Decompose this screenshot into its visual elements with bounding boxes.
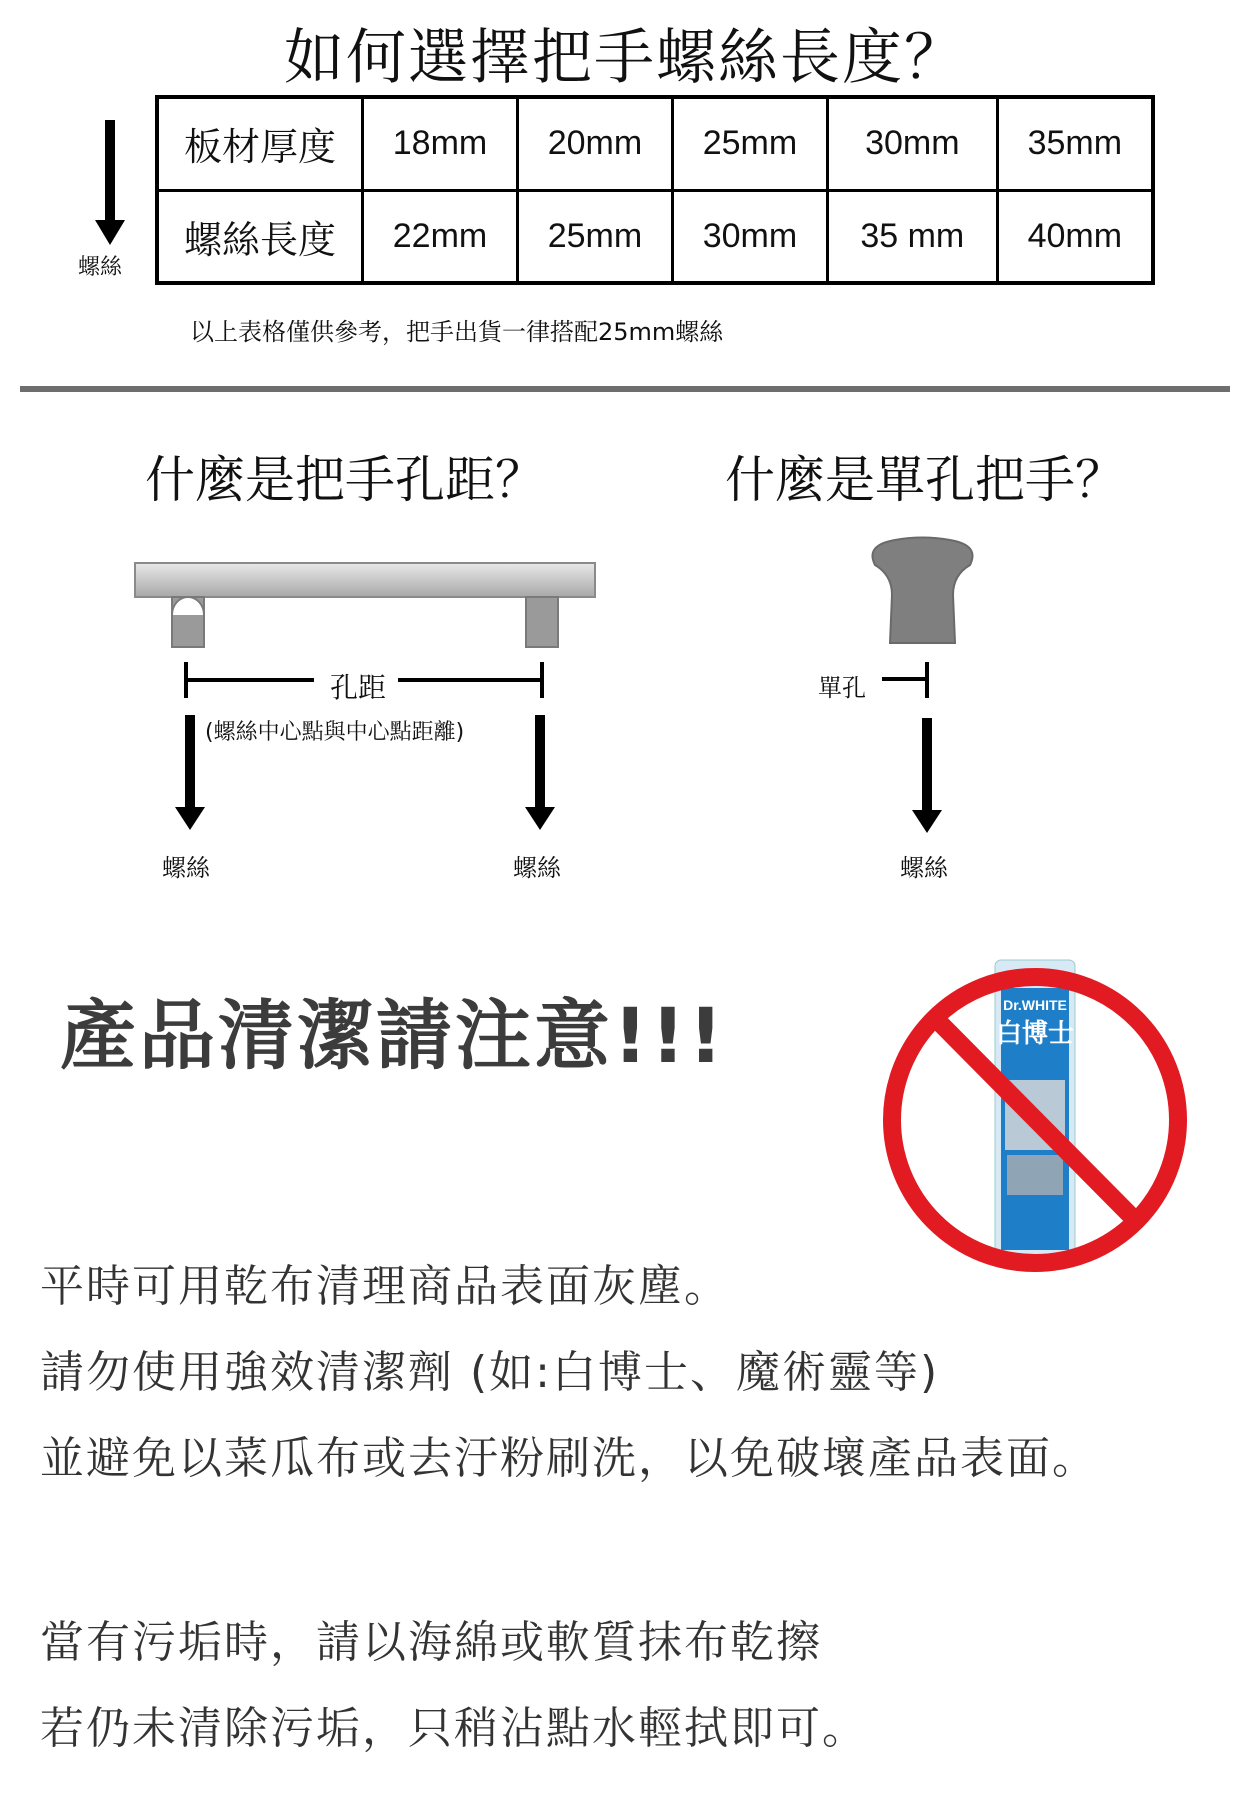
cleaning-tip-3: 並避免以菜瓜布或去汙粉刷洗，以免破壞產品表面。	[40, 1433, 1098, 1484]
table-cell: 30mm	[672, 190, 827, 283]
table-cell: 22mm	[363, 190, 518, 283]
screw-label-left: 螺絲	[162, 854, 210, 882]
cleaning-tip-4: 當有污垢時，請以海綿或軟質抹布乾擦	[40, 1617, 822, 1668]
table-note: 以上表格僅供參考，把手出貨一律搭配25mm螺絲	[190, 318, 724, 346]
single-hole-line	[880, 660, 940, 700]
cleaning-tip-1: 平時可用乾布清理商品表面灰塵。	[40, 1261, 730, 1312]
hole-distance-note: (螺絲中心點與中心點距離)	[205, 720, 465, 745]
table-cell: 18mm	[363, 97, 518, 190]
table-cell: 20mm	[517, 97, 672, 190]
row-header-screw-length: 螺絲長度	[157, 190, 363, 283]
hole-distance-label: 孔距	[330, 671, 387, 704]
screw-length-table	[155, 95, 1155, 285]
single-hole-title: 什麼是單孔把手？	[725, 451, 1125, 509]
bar-handle-icon	[130, 555, 610, 655]
screw-arrow-icon	[170, 715, 210, 835]
screw-label-right: 螺絲	[513, 854, 561, 882]
screw-arrow-icon	[85, 120, 135, 250]
bottle-brand: Dr.WHITE	[1003, 997, 1067, 1013]
table-cell: 35mm	[997, 97, 1153, 190]
prohibited-cleaner-icon	[875, 950, 1195, 1280]
knob-handle-icon	[855, 535, 990, 645]
table-cell: 30mm	[827, 97, 997, 190]
cleaning-tip-2: 請勿使用強效清潔劑 (如:白博士、魔術靈等)	[40, 1347, 940, 1398]
table-cell: 25mm	[672, 97, 827, 190]
table-cell: 40mm	[997, 190, 1153, 283]
screw-arrow-icon	[907, 718, 947, 838]
screw-label-knob: 螺絲	[900, 854, 948, 882]
screw-arrow-icon	[520, 715, 560, 835]
screw-label: 螺絲	[78, 255, 123, 280]
bottle-name: 白博士	[995, 1019, 1075, 1049]
table-cell: 25mm	[517, 190, 672, 283]
row-header-board-thickness: 板材厚度	[157, 97, 363, 190]
cleaning-tip-5: 若仍未清除污垢，只稍沾點水輕拭即可。	[40, 1703, 868, 1754]
divider	[20, 386, 1230, 392]
table-cell: 35 mm	[827, 190, 997, 283]
table-row	[157, 97, 1153, 190]
page-title: 如何選擇把手螺絲長度？	[284, 23, 966, 93]
hole-distance-title: 什麼是把手孔距？	[145, 451, 545, 509]
caution-title: 產品清潔請注意!!!	[60, 991, 726, 1080]
table-row	[157, 190, 1153, 283]
single-hole-label: 單孔	[818, 674, 866, 702]
